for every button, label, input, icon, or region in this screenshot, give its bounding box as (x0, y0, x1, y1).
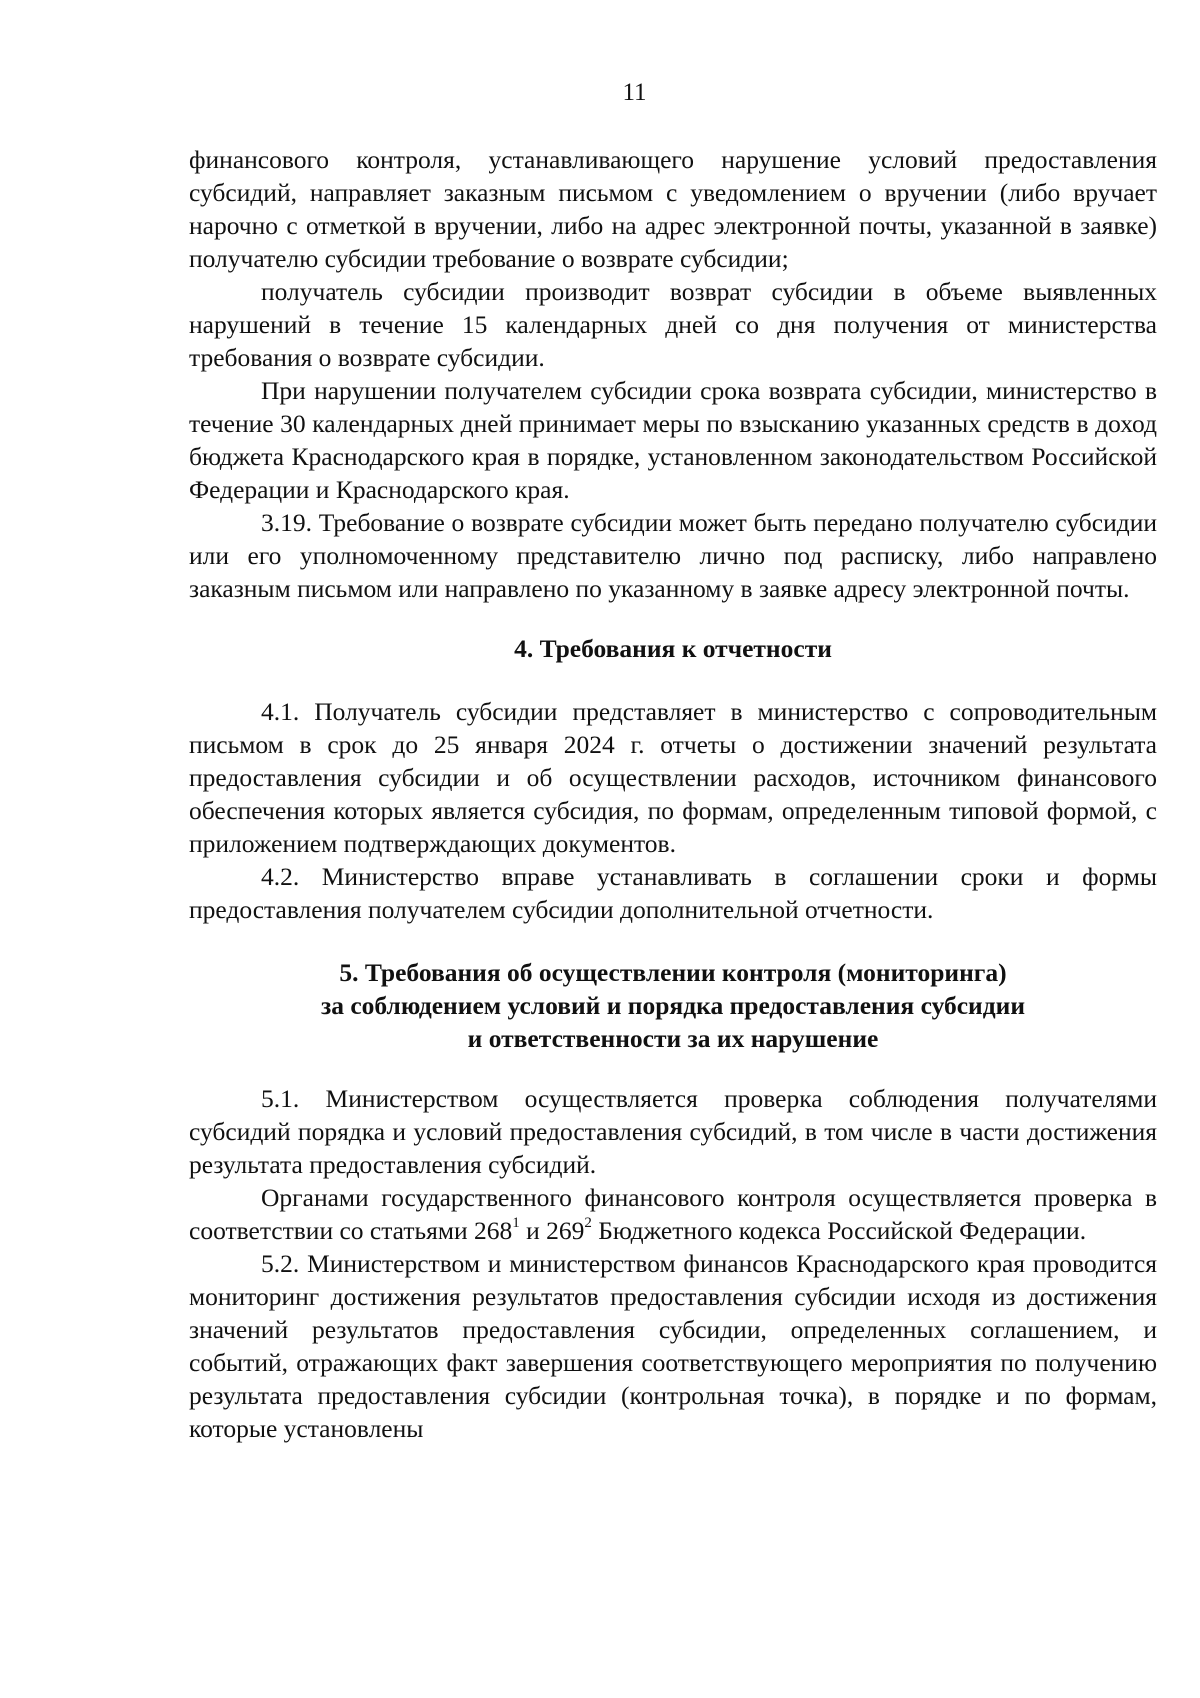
paragraph-4-1: 4.1. Получатель субсидии представляет в министерство с сопроводительным письмом в срок до 25 января 2024 г. отчеты о достижении значений результата предоставления субсидии и об осуществлении расходов, источником финансового обеспечения которых является субсидия, по формам, определенным типовой формой, с приложением подтверждающих документов. (189, 697, 1157, 858)
superscript-2: 2 (584, 1215, 592, 1231)
paragraph-text-after: Бюджетного кодекса Российской Федерации. (591, 1216, 1087, 1245)
paragraph-3-19: 3.19. Требование о возврате субсидии может быть передано получателю субсидии или его уполномоченному представителю лично под расписку, либо направлено заказным письмом или направлено по указанному в заявке адресу электронной почты. (189, 508, 1157, 603)
superscript-1: 1 (512, 1215, 520, 1231)
paragraph-4-2: 4.2. Министерство вправе устанавливать в соглашении сроки и формы предоставления получателем субсидии дополнительной отчетности. (189, 862, 1157, 924)
paragraph-text-middle: и 269 (519, 1216, 585, 1245)
document-body (189, 143, 1157, 1445)
section-5-heading-line-3: и ответственности за их нарушение (467, 1024, 879, 1053)
paragraph-5-1: 5.1. Министерством осуществляется проверка соблюдения получателями субсидий порядка и условий предоставления субсидий, в том числе в части достижения результата предоставления субсидий. (189, 1084, 1157, 1179)
paragraph-state-financial-control (189, 1181, 1157, 1247)
paragraph-financial-control-continuation: финансового контроля, устанавливающего нарушение условий предоставления субсидий, направляет заказным письмом с уведомлением о вручении (либо вручает нарочно с отметкой в вручении, либо на адрес электронной почты, указанной в заявке) получателю субсидии требование о возврате субсидии; (189, 145, 1157, 273)
paragraph-subsidy-refund: получатель субсидии производит возврат субсидии в объеме выявленных нарушений в течение 15 календарных дней со дня получения от министерства требования о возврате субсидии. (189, 277, 1157, 372)
paragraph-5-2: 5.2. Министерством и министерством финансов Краснодарского края проводится мониторинг достижения результатов предоставления субсидии исходя из достижения значений результатов предоставления субсидии, определенных соглашением, и событий, отражающих факт завершения соответствующего мероприятия по получению результата предоставления субсидии (контрольная точка), в порядке и по формам, которые установлены (189, 1249, 1157, 1443)
section-5-heading (189, 956, 1157, 1055)
paragraph-refund-violation: При нарушении получателем субсидии срока возврата субсидии, министерство в течение 30 календарных дней принимает меры по взысканию указанных средств в доход бюджета Краснодарского края в порядке, установленном законодательством Российской Федерации и Краснодарского края. (189, 376, 1157, 504)
section-5-heading-line-1: 5. Требования об осуществлении контроля (мониторинга) (339, 958, 1007, 987)
section-4-heading: 4. Требования к отчетности (514, 634, 832, 663)
section-5-heading-line-2: за соблюдением условий и порядка предоставления субсидии (320, 991, 1026, 1020)
paragraph-text-before: Органами государственного финансового контроля осуществляется проверка в соответствии со статьями 268 (189, 1183, 1157, 1245)
page-number: 11 (622, 79, 647, 106)
